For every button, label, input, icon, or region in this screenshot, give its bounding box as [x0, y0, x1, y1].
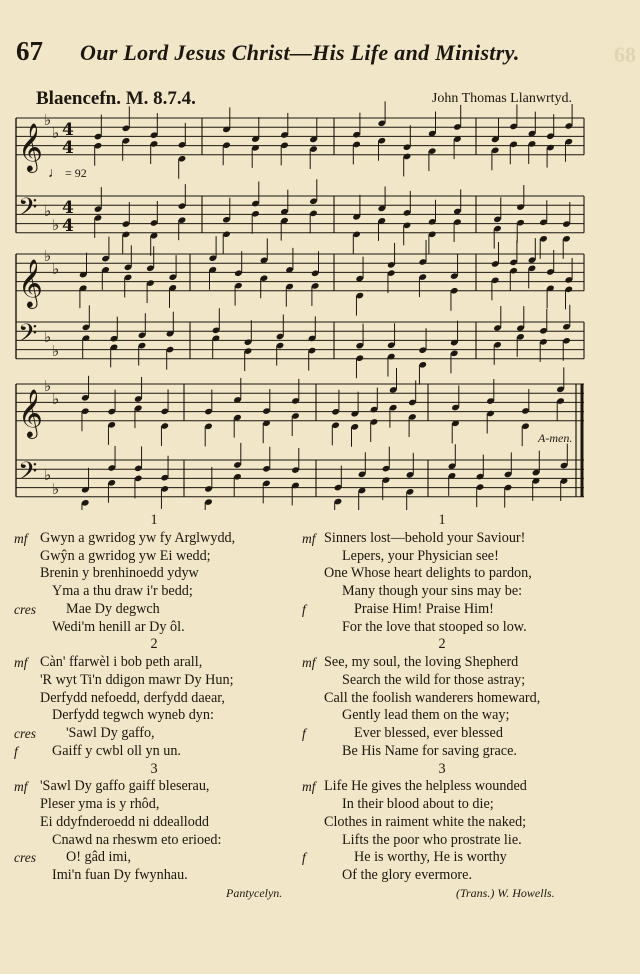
- verse-line: [302, 849, 592, 867]
- verse-line: [302, 548, 592, 566]
- lyric-text: Ei ddyfnderoedd ni ddeallodd: [40, 813, 210, 830]
- lyric-text: Derfydd tegwch wyneb dyn:: [52, 707, 214, 724]
- lyric-text: 'R wyt Ti'n ddigon mawr Dy Hun;: [40, 671, 234, 688]
- dynamic-marking: f: [302, 601, 306, 617]
- lyric-text: He is worthy, He is worthy: [354, 849, 507, 866]
- lyric-text: Imi'n fuan Dy fwynhau.: [52, 867, 188, 883]
- tempo-marking: [48, 166, 87, 182]
- verse-line: [14, 849, 304, 867]
- lyric-text: Lifts the poor who prostrate lie.: [342, 831, 522, 848]
- lyric-text: Gwyn a gwridog yw fy Arglwydd,: [40, 529, 236, 546]
- verse-line: [302, 690, 592, 708]
- english-lyrics: [302, 512, 592, 885]
- verse-number: 1: [150, 512, 158, 528]
- flat-icon: ♭: [52, 390, 60, 408]
- lyric-text: Search the wild for those astray;: [342, 671, 526, 688]
- dynamic-marking: mf: [302, 530, 316, 546]
- verse-line: [302, 583, 592, 601]
- quarter-note-icon: ♩: [48, 166, 62, 181]
- verse-line: [14, 583, 304, 601]
- flat-icon: ♭: [44, 466, 52, 484]
- verse-line: [302, 530, 592, 548]
- lyric-text: See, my soul, the loving Shepherd: [324, 654, 519, 670]
- translator-credit: (Trans.) W. Howells.: [456, 886, 555, 900]
- bass-clef-icon: 𝄢: [18, 319, 38, 354]
- verse-line: [14, 565, 304, 583]
- lyric-text: Gwŷn a gwridog yw Ei wedd;: [40, 547, 211, 564]
- bass-clef-icon: 𝄢: [18, 457, 38, 492]
- dynamic-marking: cres: [14, 601, 36, 617]
- time-signature-top: 4: [62, 198, 74, 218]
- flat-icon: ♭: [44, 202, 52, 220]
- verse-line: [302, 672, 592, 690]
- time-signature-top: 4: [62, 120, 74, 140]
- verse-line: [302, 867, 592, 885]
- time-signature-bottom: 4: [62, 138, 74, 158]
- verse-line: [14, 619, 304, 637]
- lyric-text: O! gâd imi,: [66, 849, 132, 866]
- verse-line: [302, 796, 592, 814]
- hymn-title: Our Lord Jesus Christ—His Life and Ministry.: [80, 40, 520, 65]
- verse-line: [14, 654, 304, 672]
- lyric-text: Praise Him! Praise Him!: [354, 600, 494, 617]
- verse-line: [302, 654, 592, 672]
- lyric-text: Call the foolish wanderers homeward,: [324, 689, 541, 706]
- dynamic-marking: f: [14, 743, 18, 759]
- verse-line: [14, 814, 304, 832]
- verse-line: [302, 725, 592, 743]
- lyric-text: In their blood about to die;: [342, 796, 494, 812]
- dynamic-marking: cres: [14, 850, 36, 866]
- verse-line: [14, 778, 304, 796]
- verse-line: [14, 743, 304, 761]
- dynamic-marking: mf: [14, 530, 28, 546]
- hymn-number: 67: [16, 36, 43, 66]
- bass-clef-icon: 𝄢: [18, 193, 38, 228]
- flat-icon: ♭: [44, 247, 52, 265]
- verse-number: 3: [438, 760, 446, 777]
- flat-icon: ♭: [52, 480, 60, 498]
- lyric-text: Of the glory evermore.: [342, 867, 473, 883]
- lyric-text: Mae Dy degwch: [66, 600, 160, 617]
- verse-line: [302, 707, 592, 725]
- tempo-value: = 92: [65, 166, 87, 180]
- verse-line: [14, 796, 304, 814]
- verse-line: [14, 690, 304, 708]
- lyric-text: Life He gives the helpless wounded: [324, 778, 527, 795]
- lyric-text: Brenin y brenhinoedd ydyw: [40, 565, 199, 582]
- lyric-text: Càn' ffarwèl i bob peth arall,: [40, 654, 203, 670]
- treble-clef-icon: 𝄞: [18, 257, 43, 307]
- verse-line: [14, 601, 304, 619]
- flat-icon: ♭: [44, 111, 52, 129]
- verse-line: [14, 672, 304, 690]
- treble-clef-icon: 𝄞: [18, 387, 43, 437]
- flat-icon: ♭: [52, 342, 60, 360]
- lyric-text: Gently lead them on the way;: [342, 707, 510, 724]
- verse-line: [302, 619, 592, 637]
- lyric-text: 'Sawl Dy gaffo,: [66, 725, 155, 741]
- verse-line: [302, 743, 592, 761]
- verse-line: [302, 814, 592, 832]
- welsh-lyrics: [14, 512, 304, 885]
- verse-number: 2: [150, 636, 158, 653]
- composer-credit: John Thomas Llanwrtyd.: [431, 91, 572, 106]
- dynamic-marking: mf: [302, 779, 316, 795]
- lyric-text: One Whose heart delights to pardon,: [324, 565, 532, 582]
- lyric-text: 'Sawl Dy gaffo gaiff bleserau,: [40, 778, 210, 795]
- dynamic-marking: f: [302, 850, 306, 866]
- tune-name: Blaencefn. M. 8.7.4.: [36, 88, 196, 109]
- lyric-text: Derfydd nefoedd, derfydd daear,: [40, 689, 225, 706]
- verse-line: [302, 832, 592, 850]
- welsh-author-credit: Pantycelyn.: [226, 886, 283, 900]
- verse-line: [302, 565, 592, 583]
- verse-line: [14, 530, 304, 548]
- verse-number: 3: [150, 760, 158, 777]
- bleed-through-mark: 68: [614, 42, 636, 67]
- verse-line: [302, 601, 592, 619]
- lyric-text: Yma a thu draw i'r bedd;: [52, 583, 193, 599]
- lyric-text: Many though your sins may be:: [342, 583, 523, 599]
- lyric-text: Lepers, your Physician see!: [342, 547, 499, 564]
- lyric-text: Ever blessed, ever blessed: [354, 725, 503, 741]
- dynamic-marking: cres: [14, 726, 36, 741]
- verse-line: [302, 778, 592, 796]
- verse-number: 1: [438, 512, 446, 528]
- treble-clef-icon: 𝄞: [18, 121, 43, 171]
- flat-icon: ♭: [52, 124, 60, 142]
- verse-number: 2: [438, 636, 446, 653]
- verse-line: [14, 832, 304, 850]
- flat-icon: ♭: [44, 377, 52, 395]
- lyric-text: Cnawd na rheswm eto erioed:: [52, 831, 222, 848]
- dynamic-marking: f: [302, 726, 306, 741]
- lyric-text: Be His Name for saving grace.: [342, 742, 517, 759]
- lyric-text: Wedi'm henill ar Dy ôl.: [52, 618, 185, 635]
- lyric-text: Gaiff y cwbl oll yn un.: [52, 742, 181, 759]
- verse-line: [14, 725, 304, 743]
- time-signature-bottom: 4: [62, 216, 74, 236]
- lyric-text: Sinners lost—behold your Saviour!: [324, 529, 526, 546]
- dynamic-marking: mf: [14, 655, 28, 670]
- dynamic-marking: mf: [302, 655, 316, 670]
- flat-icon: ♭: [44, 328, 52, 346]
- lyric-text: Clothes in raiment white the naked;: [324, 813, 527, 830]
- lyric-text: For the love that stooped so low.: [342, 618, 527, 635]
- lyric-text: Pleser yma is y rhôd,: [40, 796, 160, 812]
- flat-icon: ♭: [52, 216, 60, 234]
- verse-line: [14, 707, 304, 725]
- verse-line: [14, 548, 304, 566]
- flat-icon: ♭: [52, 260, 60, 278]
- dynamic-marking: mf: [14, 779, 28, 795]
- verse-line: [14, 867, 304, 885]
- amen-label: A-men.: [538, 431, 573, 445]
